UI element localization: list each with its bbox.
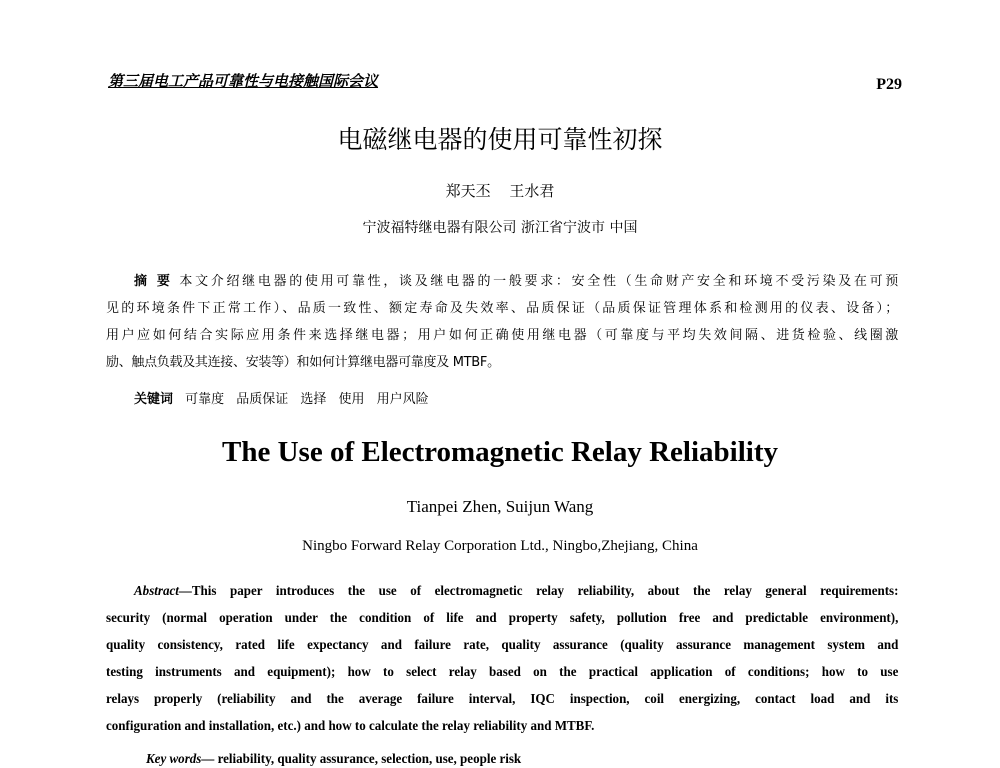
chinese-affiliation: 宁波福特继电器有限公司 浙江省宁波市 中国 bbox=[362, 220, 638, 236]
english-abstract-label: Abstract— bbox=[134, 584, 192, 599]
chinese-authors: 郑天丕 王水君 bbox=[445, 182, 555, 200]
english-keywords-label: Key words— bbox=[146, 752, 215, 767]
page-number: P29 bbox=[876, 76, 902, 93]
english-abstract-line: relays properly (reliability and the average failure interval, IQC inspection, coil energizing, contact load and its bbox=[106, 692, 899, 707]
chinese-abstract-line: 用户应如何结合实际应用条件来选择继电器；用户如何正确使用继电器（可靠度与平均失效间隔、进货检验、线圈激 bbox=[106, 328, 898, 343]
english-abstract-line: testing instruments and equipment); how to select relay based on the practical application of conditions; how to use bbox=[106, 665, 899, 680]
english-affiliation: Ningbo Forward Relay Corporation Ltd., Ningbo,Zhejiang, China bbox=[302, 538, 698, 554]
english-keywords: Key words— reliability, quality assurance, selection, use, people risk bbox=[146, 752, 522, 767]
english-abstract-line: Abstract—This paper introduces the use of electromagnetic relay reliability, about the relay general requirements: bbox=[134, 584, 899, 599]
chinese-abstract-label: 摘 要 bbox=[134, 274, 173, 289]
english-title: The Use of Electromagnetic Relay Reliability bbox=[222, 436, 778, 468]
chinese-abstract-line: 见的环境条件下正常工作）、品质一致性、额定寿命及失效率、品质保证（品质保证管理体系和检测用的仪表、设备）； bbox=[106, 301, 898, 316]
english-abstract-line: configuration and installation, etc.) and how to calculate the relay reliability and MTBF. bbox=[106, 719, 595, 734]
chinese-abstract-line: 励、触点负载及其连接、安装等）和如何计算继电器可靠度及 MTBF。 bbox=[106, 355, 500, 370]
english-abstract-line: quality consistency, rated life expectancy and failure rate, quality assurance (quality assurance management system and bbox=[106, 638, 899, 653]
chinese-abstract-line: 摘 要 本文介绍继电器的使用可靠性，谈及继电器的一般要求：安全性（生命财产安全和环境不受污染及在可预 bbox=[134, 274, 898, 289]
english-abstract-line: security (normal operation under the condition of life and property safety, pollution free and predictable environment), bbox=[106, 611, 899, 626]
chinese-keywords-label: 关键词 bbox=[134, 392, 174, 407]
chinese-title: 电磁继电器的使用可靠性初探 bbox=[337, 125, 663, 154]
english-authors: Tianpei Zhen, Suijun Wang bbox=[406, 497, 594, 516]
chinese-keywords: 关键词 可靠度 品质保证 选择 使用 用户风险 bbox=[134, 392, 429, 407]
conference-header: 第三届电工产品可靠性与电接触国际会议 bbox=[108, 72, 379, 90]
